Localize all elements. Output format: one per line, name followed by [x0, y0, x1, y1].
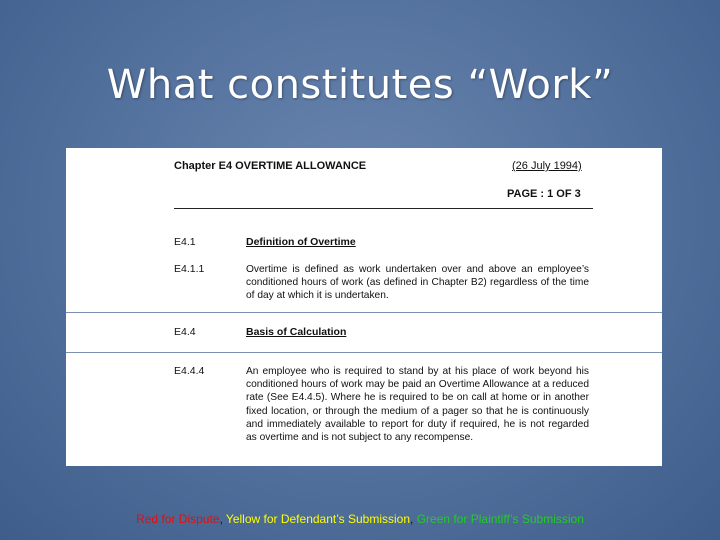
legend-separator: ,	[219, 512, 226, 526]
legend-dispute: Red for Dispute	[136, 512, 220, 526]
section-text: Overtime is defined as work undertaken over and above an employee’s conditioned hours of work (as defined in Chapter B2) regardless of the time of day at which it is undertaken.	[246, 264, 589, 302]
section-text: An employee who is required to stand by at his place of work beyond his conditioned hours of work may be paid an Overtime Allowance at a reduced rate (See E4.4.5). Where he is required to be on call at home or in another fixed location, or through the medium of a pager so that he is continuously and immediately available to report for duty if required, he is not regarded as overtime and is not subject to any recompense.	[246, 366, 589, 444]
document-date: (26 July 1994)	[512, 160, 582, 172]
section-heading: Basis of Calculation	[246, 326, 347, 338]
section-number: E4.4.4	[174, 365, 205, 377]
highlight-divider	[66, 312, 662, 313]
header-rule	[174, 208, 593, 209]
page-indicator: PAGE : 1 OF 3	[507, 188, 581, 200]
section-number: E4.4	[174, 326, 196, 338]
document-excerpt	[66, 148, 662, 466]
section-number: E4.1	[174, 236, 196, 248]
legend-plaintiff: Green for Plaintiff’s Submission	[416, 512, 584, 526]
section-heading: Definition of Overtime	[246, 236, 356, 248]
slide-title: What constitutes “Work”	[106, 62, 614, 108]
color-legend	[0, 512, 720, 526]
legend-defendant: Yellow for Defendant’s Submission	[225, 512, 411, 526]
section-number: E4.1.1	[174, 263, 205, 275]
chapter-heading: Chapter E4 OVERTIME ALLOWANCE	[174, 160, 367, 172]
highlight-divider	[66, 352, 662, 353]
legend-separator: ,	[410, 512, 417, 526]
